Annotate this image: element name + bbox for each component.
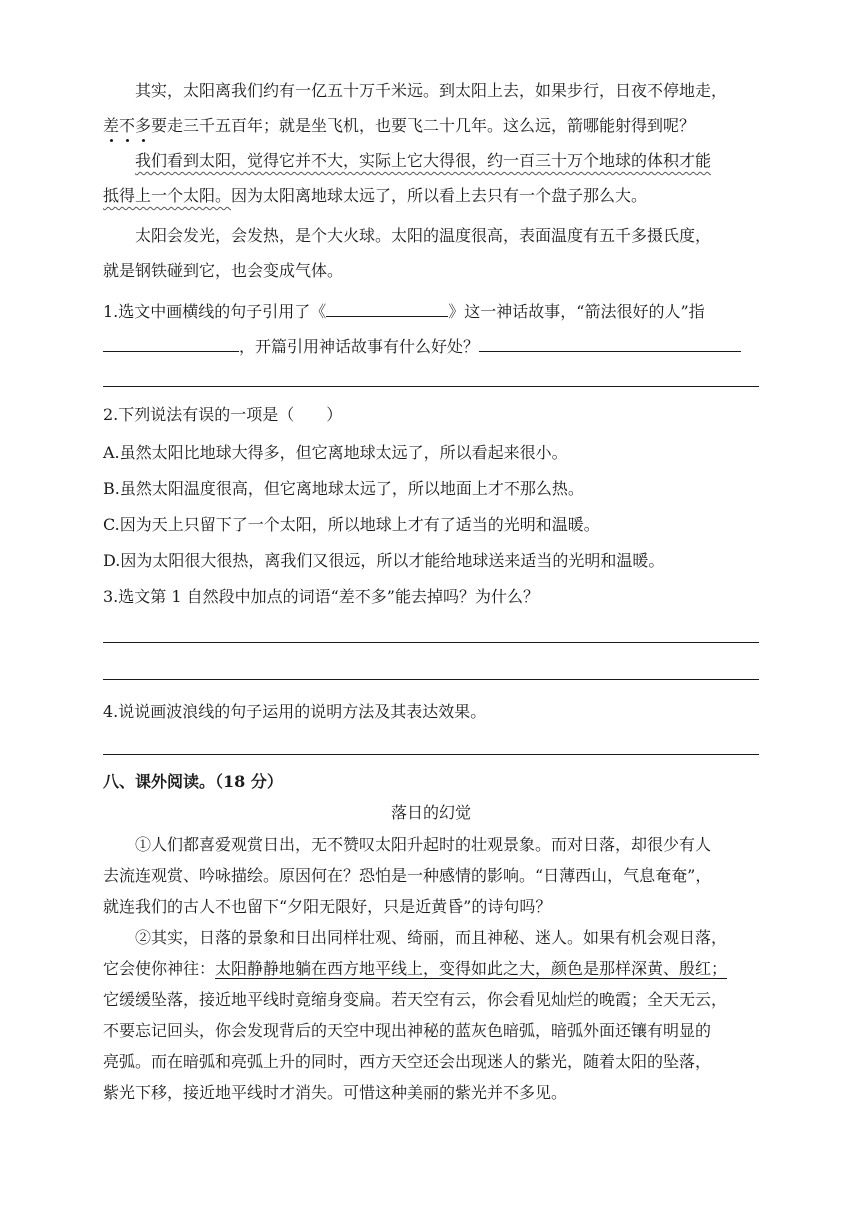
passage-text: 要走三千五百年；就是坐飞机，也要飞二十几年。这么远，箭哪能射得到呢？ bbox=[151, 116, 696, 135]
passage-text: 因为太阳离地球太远了，所以看上去只有一个盘子那么大。 bbox=[231, 186, 648, 205]
passage-line: ②其实，日落的景象和日出同样壮观、绮丽，而且神秘、迷人。如果有机会观日落， bbox=[135, 928, 728, 947]
passage-line: 亮弧。而在暗弧和亮弧上升的同时，西方天空还会出现迷人的紫光，随着太阳的坠落， bbox=[103, 1052, 712, 1071]
question-3: 3.选文第 1 自然段中加点的词语“差不多”能去掉吗？为什么？ bbox=[103, 587, 539, 606]
dotted-char: 差 bbox=[103, 116, 120, 135]
option-a[interactable]: A.虽然太阳比地球大得多，但它离地球太远了，所以看起来很小。 bbox=[103, 443, 568, 462]
passage-line bbox=[103, 185, 763, 207]
passage-line: 就是钢铁碰到它，也会变成气体。 bbox=[103, 261, 344, 280]
passage-line: 不要忘记回头，你会发现背后的天空中现出神秘的蓝灰色暗弧，暗弧外面还镶有明显的 bbox=[103, 1021, 712, 1040]
passage-line: 就连我们的古人不也留下“夕阳无限好，只是近黄昏”的诗句吗？ bbox=[103, 897, 552, 916]
answer-blank[interactable] bbox=[326, 298, 448, 317]
dotted-char: 多 bbox=[135, 116, 152, 135]
answer-line[interactable] bbox=[103, 386, 759, 387]
passage-line: 它缓缓坠落，接近地平线时竟缩身变扁。若天空有云，你会看见灿烂的晚霞；全天无云， bbox=[103, 990, 728, 1009]
article-title: 落日的幻觉 bbox=[390, 803, 471, 822]
option-b[interactable]: B.虽然太阳温度很高，但它离地球太远了，所以地面上才不那么热。 bbox=[103, 479, 584, 498]
wavy-underlined-sentence: 抵得上一个太阳。 bbox=[103, 186, 232, 205]
question-1-cont bbox=[103, 333, 763, 358]
answer-line[interactable] bbox=[103, 754, 759, 755]
underlined-sentence: 太阳静静地躺在西方地平线上，变得如此之大，颜色是那样深黄、殷红； bbox=[215, 959, 728, 978]
answer-blank[interactable] bbox=[103, 333, 239, 352]
answer-line[interactable] bbox=[103, 642, 759, 643]
answer-blank[interactable] bbox=[479, 333, 741, 352]
option-c[interactable]: C.因为天上只留下了一个太阳，所以地球上才有了适当的光明和温暖。 bbox=[103, 515, 600, 534]
passage-line bbox=[135, 150, 763, 172]
passage-line: 其实，太阳离我们约有一亿五十万千米远。到太阳上去，如果步行，日夜不停地走， bbox=[135, 81, 728, 100]
passage-line: ①人们都喜爱观赏日出，无不赞叹太阳升起时的壮观景象。而对日落，却很少有人 bbox=[135, 835, 712, 854]
section-heading: 八、课外阅读。（18 分） bbox=[103, 772, 283, 791]
answer-line[interactable] bbox=[103, 679, 759, 680]
question-text: ，开篇引用神话故事有什么好处？ bbox=[239, 337, 480, 356]
question-text: 1.选文中画横线的句子引用了《 bbox=[103, 302, 327, 321]
wavy-underlined-sentence: 我们看到太阳，觉得它并不大，实际上它大得很，约一百三十万个地球的体积才能 bbox=[135, 151, 712, 170]
question-1 bbox=[103, 298, 763, 323]
question-4: 4.说说画波浪线的句子运用的说明方法及其表达效果。 bbox=[103, 702, 487, 721]
passage-line bbox=[103, 115, 763, 137]
question-text: 》这一神话故事，“箭法很好的人”指 bbox=[448, 302, 705, 321]
dotted-char: 不 bbox=[119, 116, 136, 135]
passage-line: 去流连观赏、吟咏描绘。原因何在？恐怕是一种感情的影响。“日薄西山，气息奄奄”， bbox=[103, 866, 712, 885]
option-d[interactable]: D.因为太阳很大很热，离我们又很远，所以才能给地球送来适当的光明和温暖。 bbox=[103, 551, 665, 570]
passage-text: 它会使你神往： bbox=[103, 959, 216, 978]
passage-line bbox=[103, 958, 763, 980]
passage-line: 紫光下移，接近地平线时才消失。可惜这种美丽的紫光并不多见。 bbox=[103, 1083, 568, 1102]
passage-line: 太阳会发光，会发热，是个大火球。太阳的温度很高，表面温度有五千多摄氏度， bbox=[135, 226, 712, 245]
question-2: 2.下列说法有误的一项是（ ） bbox=[103, 405, 343, 424]
